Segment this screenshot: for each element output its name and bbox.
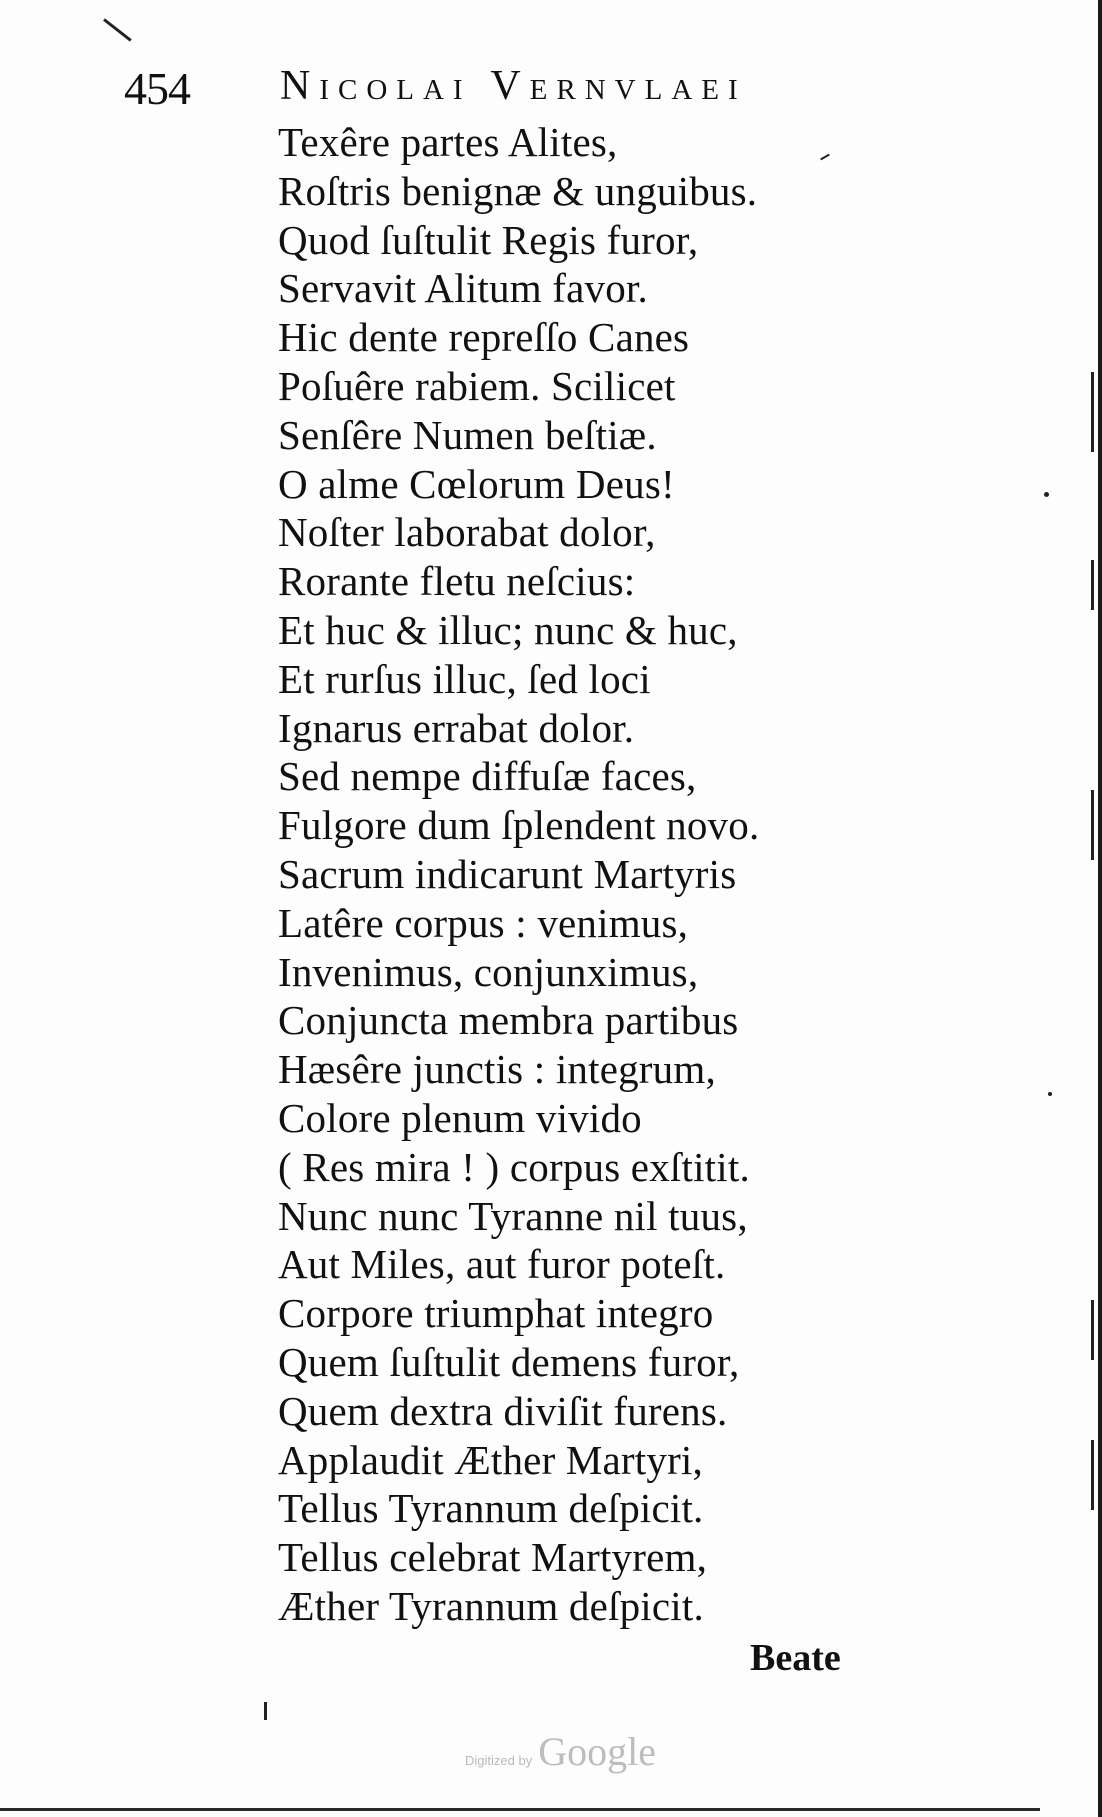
verse-line: ( Res mira ! ) corpus exſtitit. xyxy=(278,1143,750,1190)
verse-line: Et rurſus illuc, ſed loci xyxy=(278,655,651,702)
verse-line: Aut Miles, aut furor poteſt. xyxy=(278,1241,726,1288)
watermark-digitized-label: Digitized by xyxy=(465,1753,533,1768)
verse-line: Corpore triumphat integro xyxy=(278,1290,714,1337)
bottom-edge-line xyxy=(0,1808,1040,1811)
verse-line: Senſêre Numen beſtiæ. xyxy=(278,411,657,458)
verse-line: Sacrum indicarunt Martyris xyxy=(278,850,737,897)
page-edge-shadow xyxy=(1098,0,1102,1817)
scan-mark-bottom-left xyxy=(264,1702,267,1720)
verse-line: O alme Cœlorum Deus! xyxy=(278,460,675,507)
verse-line: Æther Tyrannum deſpicit. xyxy=(278,1582,704,1629)
verse-line: Quem ſuſtulit demens furor, xyxy=(278,1338,740,1385)
verse-line: Roſtris benignæ & unguibus. xyxy=(278,167,758,214)
scan-dot-right xyxy=(1044,492,1049,497)
verse-line: Applaudit Æther Martyri, xyxy=(278,1436,703,1483)
verse-line: Tellus celebrat Martyrem, xyxy=(278,1534,708,1581)
scan-dot-right-2 xyxy=(1048,1092,1052,1096)
page-number: 454 xyxy=(124,63,190,114)
page-header xyxy=(0,62,1102,122)
verse-line: Servavit Alitum favor. xyxy=(278,265,648,312)
verse-line: Rorante fletu neſcius: xyxy=(278,558,636,605)
verse-line: Et huc & illuc; nunc & huc, xyxy=(278,606,738,653)
verse-line: Texêre partes Alites, xyxy=(278,119,618,165)
verse-line: Quem dextra diviſit furens. xyxy=(278,1387,728,1434)
verse-line: Hæsêre junctis : integrum, xyxy=(278,1046,716,1093)
verse-text xyxy=(278,118,759,1631)
catchword: Beate xyxy=(750,1637,841,1679)
verse-line: Sed nempe diffuſæ faces, xyxy=(278,753,697,800)
verse-line: Colore plenum vivido xyxy=(278,1094,642,1141)
verse-line: Poſuêre rabiem. Scilicet xyxy=(278,362,676,409)
google-logo: Google xyxy=(538,1729,656,1774)
verse-line: Conjuncta membra partibus xyxy=(278,997,739,1044)
verse-line: Quod ſuſtulit Regis furor, xyxy=(278,216,699,263)
verse-line: Nunc nunc Tyranne nil tuus, xyxy=(278,1192,748,1239)
verse-line: Noſter laborabat dolor, xyxy=(278,509,656,556)
google-watermark xyxy=(465,1728,656,1774)
scan-tick-right xyxy=(820,154,830,161)
verse-line: Tellus Tyrannum deſpicit. xyxy=(278,1485,704,1532)
verse-line: Ignarus errabat dolor. xyxy=(278,704,635,751)
verse-line: Invenimus, conjunximus, xyxy=(278,948,699,995)
running-head: Nicolai Vernvlaei xyxy=(280,63,747,109)
verse-line: Hic dente repreſſo Canes xyxy=(278,314,690,361)
scan-mark-top-left xyxy=(103,18,132,41)
verse-line: Fulgore dum ſplendent novo. xyxy=(278,802,760,849)
verse-line: Latêre corpus : venimus, xyxy=(278,899,689,946)
